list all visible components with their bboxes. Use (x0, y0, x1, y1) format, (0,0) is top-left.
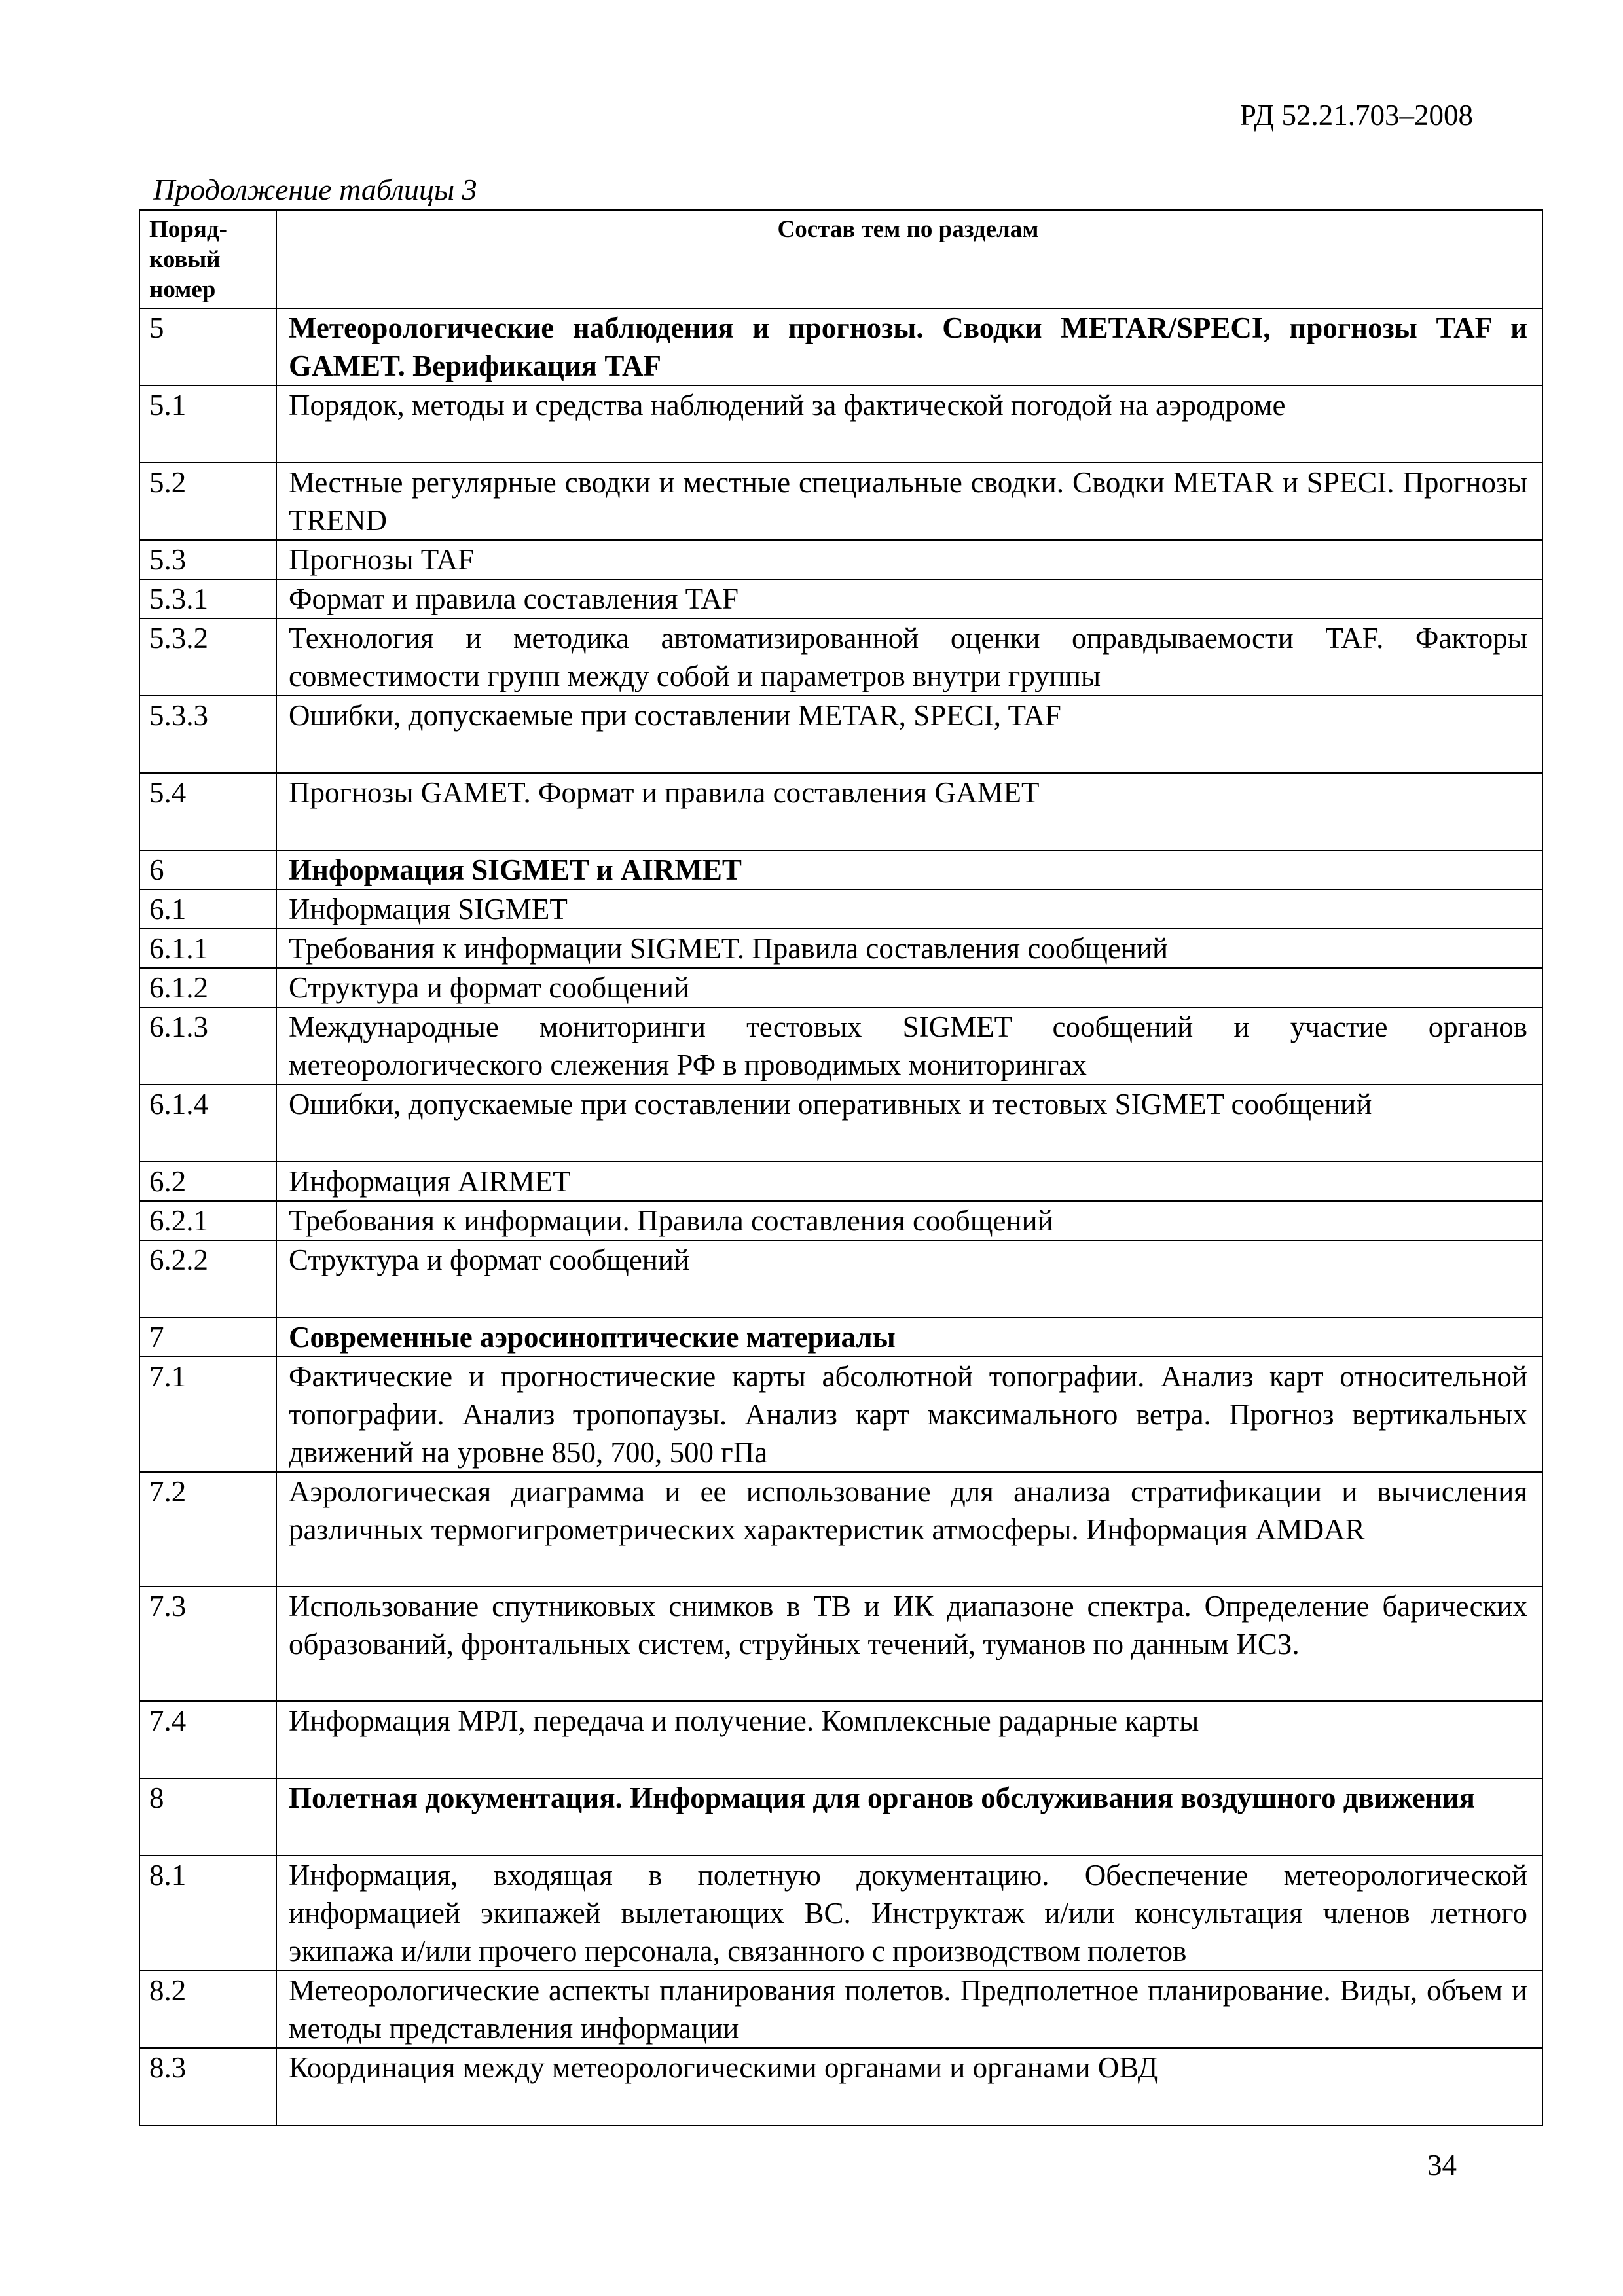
row-topic: Структура и формат сообщений (276, 968, 1542, 1007)
row-topic: Ошибки, допускаемые при составлении оперативных и тестовых SIGMET сообщений (276, 1085, 1542, 1162)
table-row (139, 1587, 1542, 1701)
row-number: 6.1.3 (139, 1007, 276, 1085)
row-number: 6 (139, 850, 276, 889)
row-topic: Фактические и прогностические карты абсолютной топографии. Анализ карт относительной топографии. Анализ тропопаузы. Анализ карт максимального ветра. Прогноз вертикальных движений на уровне 850, 700, 500 гПа (276, 1357, 1542, 1472)
row-topic: Прогнозы GAMET. Формат и правила составления GAMET (276, 773, 1542, 850)
row-topic: Формат и правила составления TAF (276, 579, 1542, 619)
row-number: 7.2 (139, 1472, 276, 1587)
row-topic: Требования к информации. Правила составления сообщений (276, 1201, 1542, 1240)
row-topic: Метеорологические аспекты планирования полетов. Предполетное планирование. Виды, объем и методы представления информации (276, 1971, 1542, 2048)
table-row (139, 463, 1542, 540)
table-row (139, 1472, 1542, 1587)
row-topic: Информация AIRMET (276, 1162, 1542, 1201)
row-topic: Порядок, методы и средства наблюдений за фактической погодой на аэродроме (276, 386, 1542, 463)
table-row (139, 1201, 1542, 1240)
document-code: РД 52.21.703–2008 (1239, 99, 1473, 132)
table-row (139, 1162, 1542, 1201)
row-topic: Полетная документация. Информация для органов обслуживания воздушного движения (276, 1778, 1542, 1856)
row-topic: Местные регулярные сводки и местные специальные сводки. Сводки METAR и SPECI. Прогнозы TREND (276, 463, 1542, 540)
row-topic: Аэрологическая диаграмма и ее использование для анализа стратификации и вычисления различных термогигрометрических характеристик атмосферы. Информация AMDAR (276, 1472, 1542, 1587)
table-row (139, 308, 1542, 386)
table-row (139, 1357, 1542, 1472)
table-row (139, 1856, 1542, 1971)
table-row (139, 968, 1542, 1007)
table-row (139, 1240, 1542, 1318)
table-body (139, 308, 1542, 2125)
column-header-topics: Состав тем по разделам (276, 210, 1542, 308)
table-row (139, 929, 1542, 968)
table-row (139, 696, 1542, 773)
row-topic: Информация, входящая в полетную документацию. Обеспечение метеорологической информацией экипажей вылетающих ВС. Инструктаж и/или консультация членов летного экипажа и/или прочего персонала, связанного с производством полетов (276, 1856, 1542, 1971)
row-topic: Технология и методика автоматизированной оценки оправдываемости TAF. Факторы совместимости групп между собой и параметров внутри группы (276, 619, 1542, 696)
row-topic: Прогнозы TAF (276, 540, 1542, 579)
row-number: 5.3.2 (139, 619, 276, 696)
row-number: 6.1.4 (139, 1085, 276, 1162)
table-row (139, 1007, 1542, 1085)
table-row (139, 850, 1542, 889)
row-number: 5.2 (139, 463, 276, 540)
row-number: 5.3.3 (139, 696, 276, 773)
row-number: 8.2 (139, 1971, 276, 2048)
table-header-row (139, 210, 1542, 308)
row-topic: Структура и формат сообщений (276, 1240, 1542, 1318)
row-number: 7.3 (139, 1587, 276, 1701)
row-topic: Требования к информации SIGMET. Правила составления сообщений (276, 929, 1542, 968)
row-number: 7.4 (139, 1701, 276, 1778)
row-topic: Информация МРЛ, передача и получение. Комплексные радарные карты (276, 1701, 1542, 1778)
row-number: 7 (139, 1318, 276, 1357)
row-topic: Международные мониторинги тестовых SIGMET сообщений и участие органов метеорологического слежения РФ в проводимых мониторингах (276, 1007, 1542, 1085)
row-topic: Информация SIGMET (276, 889, 1542, 929)
table-caption: Продолжение таблицы 3 (153, 173, 477, 206)
row-number: 6.1.2 (139, 968, 276, 1007)
table-row (139, 579, 1542, 619)
row-topic: Метеорологические наблюдения и прогнозы. Сводки METAR/SPECI, прогнозы TAF и GAMET. Верификация TAF (276, 308, 1542, 386)
row-topic: Современные аэросиноптические материалы (276, 1318, 1542, 1357)
row-number: 5.3 (139, 540, 276, 579)
row-number: 6.1 (139, 889, 276, 929)
row-topic: Информация SIGMET и AIRMET (276, 850, 1542, 889)
table-row (139, 2048, 1542, 2125)
row-topic: Использование спутниковых снимков в ТВ и ИК диапазоне спектра. Определение барических образований, фронтальных систем, струйных течений, туманов по данным ИСЗ. (276, 1587, 1542, 1701)
row-number: 6.1.1 (139, 929, 276, 968)
row-number: 5.3.1 (139, 579, 276, 619)
table-row (139, 889, 1542, 929)
column-header-number: Поряд-ковый номер (139, 210, 276, 308)
topics-table (139, 209, 1543, 2126)
row-number: 7.1 (139, 1357, 276, 1472)
row-number: 5 (139, 308, 276, 386)
row-number: 6.2 (139, 1162, 276, 1201)
table-row (139, 1085, 1542, 1162)
row-number: 6.2.1 (139, 1201, 276, 1240)
table-row (139, 386, 1542, 463)
row-number: 8 (139, 1778, 276, 1856)
row-topic: Координация между метеорологическими органами и органами ОВД (276, 2048, 1542, 2125)
table-row (139, 1778, 1542, 1856)
row-topic: Ошибки, допускаемые при составлении METAR, SPECI, TAF (276, 696, 1542, 773)
row-number: 5.1 (139, 386, 276, 463)
table-row (139, 540, 1542, 579)
row-number: 5.4 (139, 773, 276, 850)
row-number: 8.1 (139, 1856, 276, 1971)
page-number: 34 (1427, 2149, 1457, 2181)
table-row (139, 1971, 1542, 2048)
table-row (139, 773, 1542, 850)
table-row (139, 619, 1542, 696)
table-row (139, 1318, 1542, 1357)
row-number: 8.3 (139, 2048, 276, 2125)
table-row (139, 1701, 1542, 1778)
row-number: 6.2.2 (139, 1240, 276, 1318)
